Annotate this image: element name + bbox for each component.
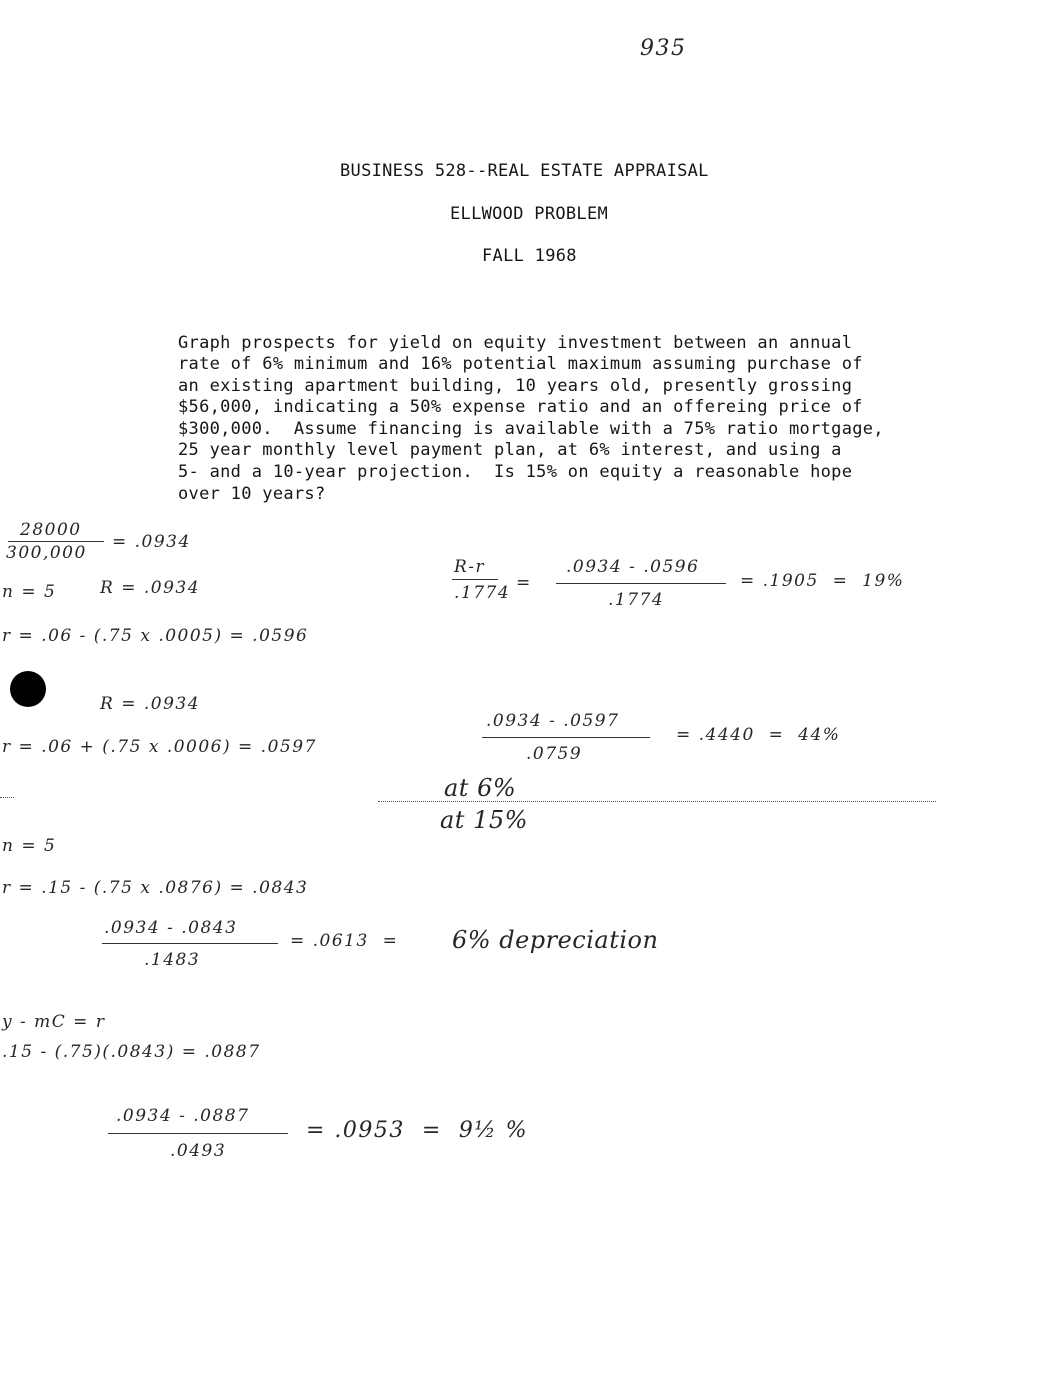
right-frac1-numerator: .0934 - .0596 — [566, 557, 700, 577]
ink-blot — [10, 671, 46, 707]
frac4-result: = .0953 = 9½ % — [306, 1118, 529, 1143]
at-6-percent: at 6% — [444, 774, 517, 802]
right-frac2-bar — [482, 737, 650, 738]
frac3-result: = .0613 = — [290, 931, 399, 951]
R-minus-r: R-r — [454, 557, 486, 577]
frac1-denominator: 300,000 — [6, 543, 87, 563]
left-divider-tick — [0, 797, 14, 798]
section-divider — [378, 801, 936, 802]
problem-line: 25 year monthly level payment plan, at 6% interest, and using a — [178, 440, 842, 460]
problem-line: Graph prospects for yield on equity investment between an annual — [178, 333, 853, 353]
at-15-percent: at 15% — [440, 806, 528, 834]
page-number: 935 — [640, 36, 687, 61]
cap-rate-2: R = .0934 — [100, 694, 201, 714]
right-frac2-numerator: .0934 - .0597 — [486, 711, 620, 731]
frac1-numerator: 28000 — [20, 520, 82, 540]
problem-line: $56,000, indicating a 50% expense ratio and an offereing price of — [178, 397, 863, 417]
course-title: BUSINESS 528--REAL ESTATE APPRAISAL — [340, 161, 709, 181]
frac1-bar — [8, 541, 104, 542]
right-frac1-result: = .1905 = 19% — [740, 571, 905, 591]
frac4-bar — [108, 1133, 288, 1134]
problem-line: $300,000. Assume financing is available with a 75% ratio mortgage, — [178, 419, 884, 439]
right-frac1-denominator: .1774 — [608, 590, 665, 610]
frac3-numerator: .0934 - .0843 — [104, 918, 238, 938]
r-calc-2: r = .06 + (.75 x .0006) = .0597 — [2, 737, 317, 757]
r-calc-1: r = .06 - (.75 x .0005) = .0596 — [2, 626, 309, 646]
right-frac1-bar — [556, 583, 726, 584]
r-calc-3: r = .15 - (.75 x .0876) = .0843 — [2, 878, 309, 898]
n-equals-5: n = 5 — [2, 582, 57, 602]
frac3-denominator: .1483 — [144, 950, 201, 970]
document-page: 935 BUSINESS 528--REAL ESTATE APPRAISAL ELLWOOD PROBLEM FALL 1968 Graph prospects for yield on equity investment between an annual rate of 6% minimum and 16% potential maximum assuming purchase of an existing apartment building, 10 years old, presently grossing $56,000, indicating a 50% expense ratio and an offereing price of $300,000. Assume financing is available with a 75% ratio mortgage, 25 year monthly level payment plan, at 6% interest, and using a 5- and a 10-year projection. Is 15% on equity a reasonable hope over 10 years? 28000 300,000 = .0934 n = 5 R = .0934 r = .06 - (.75 x .0005) = .0596 R = .0934 r = .06 + (.75 x .0006) = .0597 R-r .1774 = .0934 - .0596 .1774 = .1905 = 19% .0934 - .0597 .0759 = .4440 = 44% at 6% at 15% n = 5 r = .15 - (.75 x .0876) = .0843 .0934 - .0843 .1483 = .0613 = 6% depreciation y - mC = r .15 - (.75)(.0843) = .0887 .0934 - .0887 .0493 = .0953 = 9½ % — [0, 0, 1062, 1380]
frac4-numerator: .0934 - .0887 — [116, 1106, 250, 1126]
formula-y-mc-r: y - mC = r — [2, 1012, 106, 1032]
problem-title: ELLWOOD PROBLEM — [450, 204, 609, 224]
right-frac2-result: = .4440 = 44% — [676, 725, 841, 745]
right-frac2-denominator: .0759 — [526, 744, 583, 764]
problem-line: an existing apartment building, 10 years old, presently grossing — [178, 376, 853, 396]
r-calc-4: .15 - (.75)(.0843) = .0887 — [2, 1042, 261, 1062]
R-minus-r-den: .1774 — [454, 583, 511, 603]
R-minus-r-bar — [452, 579, 498, 580]
problem-line: over 10 years? — [178, 484, 326, 504]
term-label: FALL 1968 — [482, 246, 577, 266]
cap-rate-1: R = .0934 — [100, 578, 201, 598]
frac3-bar — [102, 943, 278, 944]
frac4-denominator: .0493 — [170, 1141, 227, 1161]
problem-line: 5- and a 10-year projection. Is 15% on equity a reasonable hope — [178, 462, 853, 482]
n-equals-5-b: n = 5 — [2, 836, 57, 856]
depreciation-note: 6% depreciation — [452, 926, 659, 954]
problem-line: rate of 6% minimum and 16% potential maximum assuming purchase of — [178, 354, 863, 374]
frac1-result: = .0934 — [112, 532, 191, 552]
